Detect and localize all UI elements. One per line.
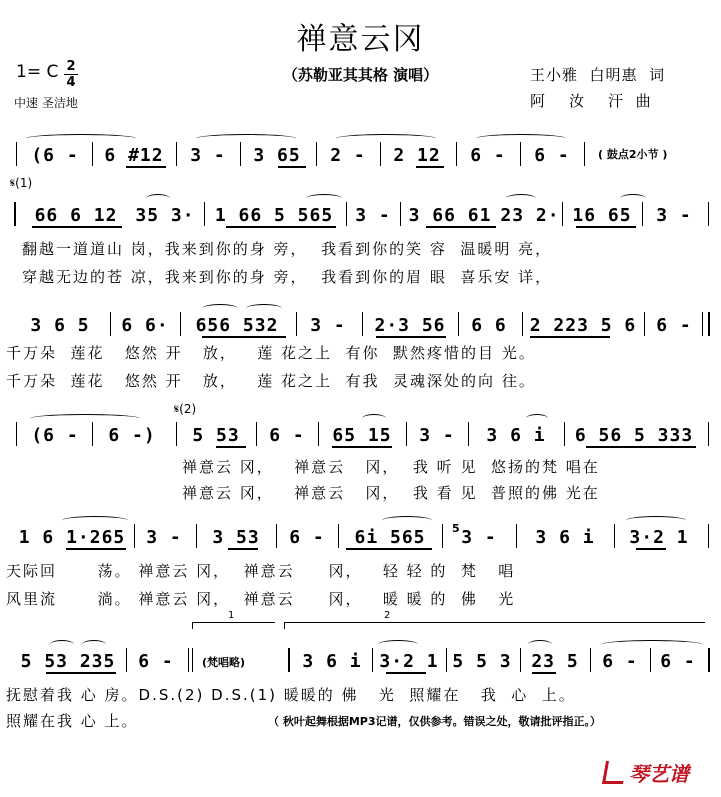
lyric-line: 抚慰着我 心 房。D.S.(2) D.S.(1) 暖暖的 佛 光 照耀在 我 心 上。 xyxy=(6,686,576,704)
measure: 6 - xyxy=(656,315,692,336)
chant-omitted-note: (梵唱略) xyxy=(202,656,246,669)
volta-bracket-1 xyxy=(192,622,275,629)
measure: 3·2 1 xyxy=(629,527,689,548)
measure: 3 6 i xyxy=(302,651,362,672)
measure: 5 5 3 xyxy=(452,651,512,672)
measure: 6 6· xyxy=(121,315,169,336)
measure: 6 - xyxy=(269,425,305,446)
measure: 3 6 i xyxy=(535,527,595,548)
lyric-line: 风里流 淌。 禅意云 冈， 禅意云 冈， 暖 暖 的 佛 光 xyxy=(6,590,516,608)
measure: (6 - xyxy=(31,145,79,166)
lyric-line: 穿越无边的苍 凉，我来到你的身 旁， 我看到你的眉 眼 喜乐安 详， xyxy=(22,268,553,286)
drum-note: ( 鼓点2小节 ) xyxy=(598,148,668,161)
segno-sign-1: 𝄋(1) xyxy=(10,176,33,190)
score-row-1 xyxy=(6,140,714,168)
measure: 6 - xyxy=(138,651,174,672)
composer-credit: 阿 汝 汗 曲 xyxy=(530,92,652,110)
measure: 2 12 xyxy=(393,145,441,166)
singer-credit: （苏勒亚其其格 演唱） xyxy=(282,66,439,84)
measure: 6 6 xyxy=(471,315,507,336)
measure: 3 - xyxy=(146,527,182,548)
measure: (6 - xyxy=(31,425,79,446)
measure: 2 223 5 6 xyxy=(529,315,637,336)
measure: 2 - xyxy=(330,145,366,166)
measure: 6 - xyxy=(470,145,506,166)
measure: 6 #12 xyxy=(104,145,164,166)
lyric-line: 照耀在我 心 上。 xyxy=(6,712,139,730)
measure: 1 6 1·265 xyxy=(18,527,126,548)
lyric-line: 千万朵 莲花 悠然 开 放， 莲 花之上 有你 默然疼惜的目 光。 xyxy=(6,344,536,362)
measure: 1 66 5 565 xyxy=(214,205,334,226)
time-sig-top: 2 xyxy=(66,59,76,74)
measure: 3 6 i xyxy=(486,425,546,446)
site-logo xyxy=(604,758,689,787)
measure: 6 56 5 333 xyxy=(574,425,694,446)
song-title: 禅意云冈 xyxy=(296,22,425,57)
measure: 65 15 xyxy=(332,425,392,446)
measure: 23 2· xyxy=(500,205,560,226)
measure: 5 53 235 xyxy=(20,651,116,672)
score-row-3 xyxy=(6,310,714,338)
time-signature xyxy=(64,60,78,89)
key-signature: 1= C xyxy=(16,62,59,82)
measure: 6 - xyxy=(602,651,638,672)
measure: 3 - xyxy=(461,527,497,548)
transcription-footnote: （ 秋叶起舞根据MP3记谱，仅供参考。错误之处，敬请批评指正。） xyxy=(268,715,601,728)
grace-note: 5 xyxy=(452,522,460,535)
measure: 6 - xyxy=(534,145,570,166)
measure: 5 53 xyxy=(192,425,240,446)
measure: 3 53 xyxy=(212,527,260,548)
time-sig-bottom: 4 xyxy=(66,75,76,90)
score-row-6 xyxy=(6,646,714,674)
measure: 6i 565 xyxy=(354,527,426,548)
segno-sign-2: 𝄋(2) xyxy=(174,402,197,416)
measure: 35 3· xyxy=(135,205,195,226)
lyric-line: 千万朵 莲花 悠然 开 放， 莲 花之上 有我 灵魂深处的向 往。 xyxy=(6,372,536,390)
measure: 3·2 1 xyxy=(379,651,439,672)
measure: 6 -) xyxy=(108,425,156,446)
tempo-marking: 中速 圣洁地 xyxy=(14,96,78,110)
volta-bracket-2 xyxy=(284,622,705,629)
measure: 6 - xyxy=(660,651,696,672)
measure: 2·3 56 xyxy=(374,315,446,336)
score-row-5 xyxy=(6,522,714,550)
measure: 3 65 xyxy=(253,145,301,166)
volta-number-1: 1 xyxy=(228,610,235,621)
lyric-line: 翻越一道道山 岗，我来到你的身 旁， 我看到你的笑 容 温暖明 亮， xyxy=(22,240,553,258)
lyric-line: 禅意云 冈， 禅意云 冈， 我 听 见 悠扬的梵 唱在 xyxy=(182,458,600,476)
measure: 656 532 xyxy=(195,315,279,336)
measure: 3 6 5 xyxy=(30,315,90,336)
measure: 66 6 12 xyxy=(34,205,118,226)
volta-number-2: 2 xyxy=(384,610,391,621)
lyric-line: 禅意云 冈， 禅意云 冈， 我 看 见 普照的佛 光在 xyxy=(182,484,600,502)
measure: 3 - xyxy=(310,315,346,336)
measure: 3 - xyxy=(656,205,692,226)
measure: 3 - xyxy=(419,425,455,446)
logo-icon xyxy=(602,761,627,784)
measure: 23 5 xyxy=(531,651,579,672)
score-row-2 xyxy=(6,200,714,228)
logo-text: 琴艺谱 xyxy=(629,762,689,786)
lyric-line: 天际回 荡。 禅意云 冈， 禅意云 冈， 轻 轻 的 梵 唱 xyxy=(6,562,516,580)
lyricist-credit: 王小雅 白明惠 词 xyxy=(530,66,666,84)
measure: 6 - xyxy=(289,527,325,548)
measure: 3 - xyxy=(190,145,226,166)
measure: 3 - xyxy=(355,205,391,226)
score-row-4 xyxy=(6,420,714,448)
measure: 3 66 61 xyxy=(408,205,492,226)
measure: 16 65 xyxy=(572,205,632,226)
